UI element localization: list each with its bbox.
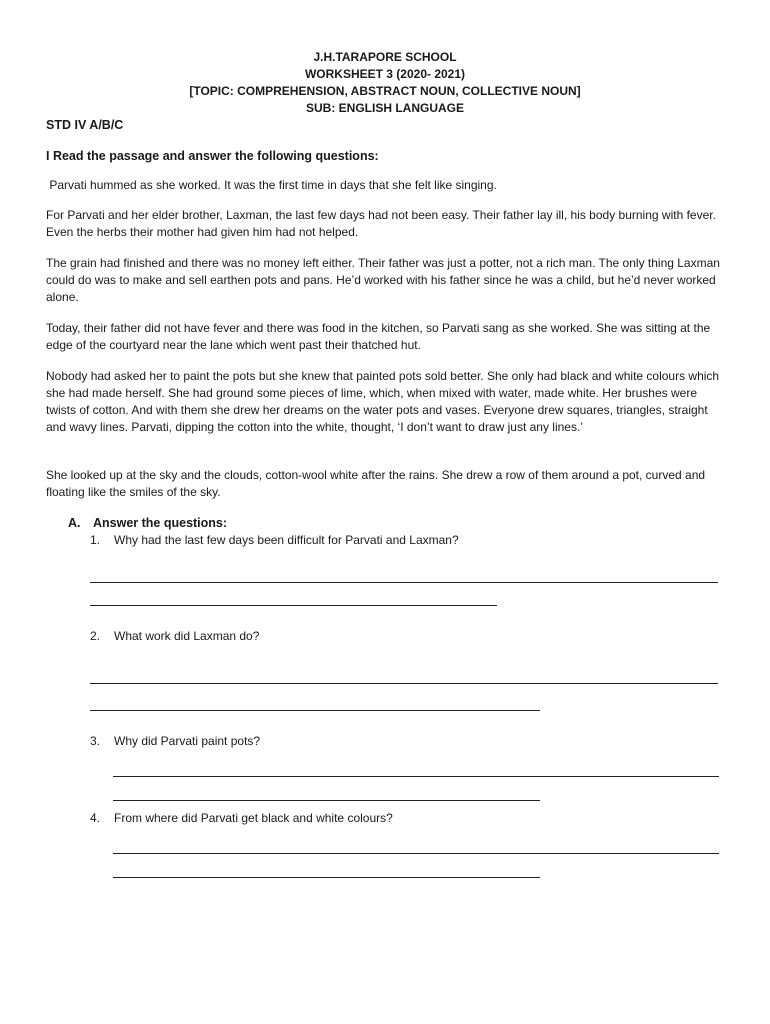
question-number: 1. — [90, 533, 101, 547]
section-a-title: Answer the questions: — [93, 516, 228, 530]
answer-line[interactable] — [113, 853, 719, 854]
question-2 — [90, 629, 259, 643]
passage-paragraph-1: Parvati hummed as she worked. It was the first time in days that she felt like singing. — [46, 178, 497, 192]
section-a-letter: A. — [68, 516, 81, 530]
question-1 — [90, 533, 459, 547]
answer-line[interactable] — [90, 605, 497, 606]
passage-paragraph-3: The grain had finished and there was no money left either. Their father was just a potter, not a rich man. The only thing Laxman could do was to make and sell earthen pots and pans. He’d worked with his father since he was a child, but he’d never worked alone. — [46, 256, 720, 304]
answer-line[interactable] — [113, 800, 540, 801]
passage-paragraph-6: She looked up at the sky and the clouds, cotton-wool white after the rains. She drew a row of them around a pot, curved and floating like the smiles of the sky. — [46, 468, 706, 499]
worksheet-title: WORKSHEET 3 (2020- 2021) — [304, 67, 466, 81]
school-name: J.H.TARAPORE SCHOOL — [313, 50, 457, 64]
answer-line[interactable] — [90, 710, 540, 711]
worksheet-header — [0, 49, 770, 117]
question-text: Why had the last few days been difficult for Parvati and Laxman? — [114, 533, 459, 547]
question-4 — [90, 811, 393, 825]
answer-line[interactable] — [113, 877, 540, 878]
instruction-heading: I Read the passage and answer the following questions: — [46, 149, 379, 163]
question-number: 4. — [90, 811, 101, 825]
passage-paragraph-5: Nobody had asked her to paint the pots but she knew that painted pots sold better. She only had black and white colours which she had made herself. She had ground some pieces of lime, which, when mixed with water, made white. Her brushes were twists of cotton. And with them she drew her dreams on the water pots and vases. Everyone drew squares, triangles, straight and wavy lines. Parvati, dipping the cotton into the white, thought, ‘I don’t want to draw just any lines.’ — [46, 369, 720, 434]
question-text: Why did Parvati paint pots? — [114, 734, 261, 748]
answer-line[interactable] — [90, 683, 718, 684]
question-text: What work did Laxman do? — [114, 629, 260, 643]
subject-line: SUB: ENGLISH LANGUAGE — [305, 101, 464, 115]
question-number: 2. — [90, 629, 101, 643]
question-number: 3. — [90, 734, 101, 748]
answer-line[interactable] — [90, 582, 718, 583]
topic-line: [TOPIC: COMPREHENSION, ABSTRACT NOUN, COLLECTIVE NOUN] — [189, 84, 581, 98]
question-text: From where did Parvati get black and white colours? — [114, 811, 393, 825]
answer-line[interactable] — [113, 776, 719, 777]
question-3 — [90, 734, 260, 748]
passage-paragraph-4: Today, their father did not have fever and there was food in the kitchen, so Parvati sang as she worked. She was sitting at the edge of the courtyard near the lane which went past their thatched hut. — [46, 321, 711, 352]
std-label: STD IV A/B/C — [46, 118, 124, 132]
passage-paragraph-2: For Parvati and her elder brother, Laxman, the last few days had not been easy. Their father lay ill, his body burning with fever. Even the herbs their mother had given him had not helped. — [46, 208, 716, 239]
section-a-heading — [68, 516, 227, 530]
